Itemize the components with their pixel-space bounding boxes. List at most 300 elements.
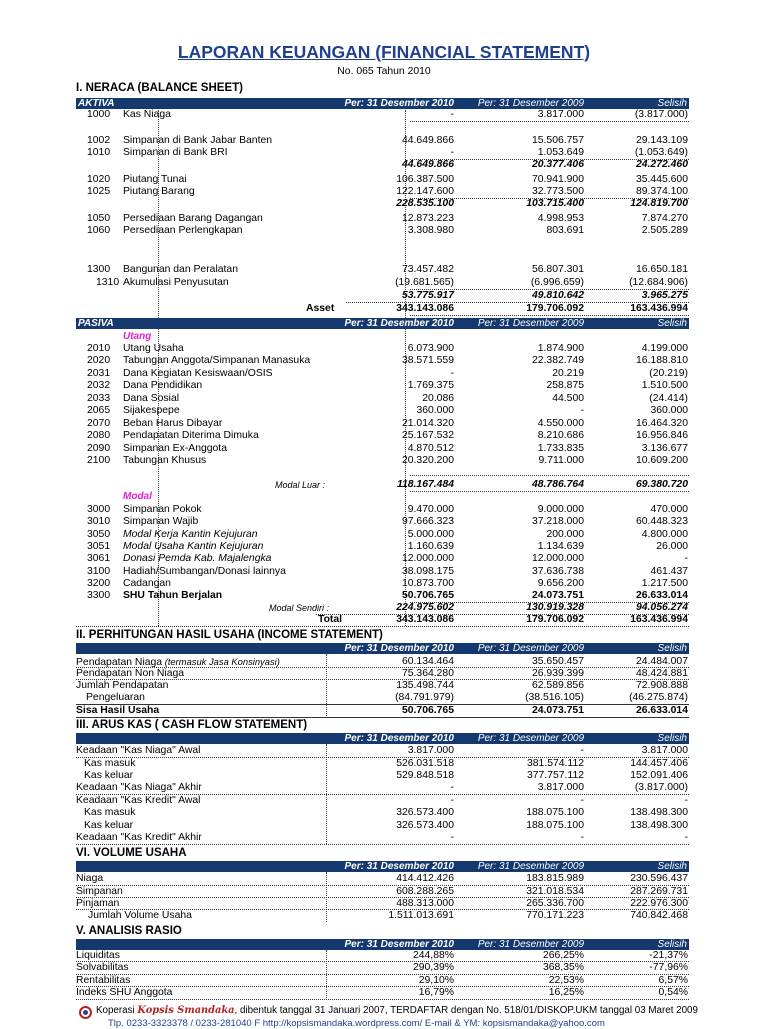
header-col-selisih: Selisih — [657, 318, 687, 329]
value-2009: 188.075.100 — [526, 820, 584, 831]
row-label: Simpanan Ex-Anggota — [123, 443, 227, 454]
row-code: 2031 — [87, 368, 111, 379]
row-code: 1050 — [87, 213, 111, 224]
value-2009: 9.711.000 — [538, 455, 584, 466]
row-code: 2010 — [87, 343, 111, 354]
header-col-2009: Per: 31 Desember 2009 — [477, 98, 584, 109]
dotted-rule — [76, 909, 689, 910]
header-col-2010: Per: 31 Desember 2010 — [344, 861, 454, 872]
row-label: Indeks SHU Anggota — [76, 987, 173, 998]
dotted-rule — [316, 614, 689, 615]
dotted-rule — [346, 302, 689, 303]
table-row — [76, 343, 689, 355]
value-2009: 183.815.989 — [526, 873, 584, 884]
value-2010: 44.649.866 — [401, 135, 454, 146]
header-col-2009: Per: 31 Desember 2009 — [477, 939, 584, 950]
row-label: Liquiditas — [76, 950, 120, 961]
value-2009: 22.382.749 — [531, 355, 584, 366]
table-row — [76, 820, 689, 832]
row-label: Piutang Barang — [123, 186, 195, 197]
value-2010: 3.817.000 — [407, 745, 454, 756]
value-selisih: 230.596.437 — [630, 873, 688, 884]
group-label-modal: Modal — [123, 491, 152, 502]
value-2010: 135.498.744 — [396, 680, 454, 691]
table-row — [76, 455, 689, 467]
row-label: Modal Sendiri : — [269, 603, 330, 613]
dotted-rule — [76, 844, 689, 845]
row-label: Solvabilitas — [76, 962, 129, 973]
value-selisih: 740.842.468 — [630, 910, 688, 921]
value-2010: 5.000.000 — [407, 529, 454, 540]
value-2009: 266,25% — [542, 950, 584, 961]
row-code: 2020 — [87, 355, 111, 366]
dotted-rule — [76, 679, 689, 680]
value-2010: 106.387.500 — [396, 174, 454, 185]
footer-registration — [76, 1005, 696, 1016]
value-2009: 24.073.751 — [531, 590, 584, 601]
row-label: Dana Sosial — [123, 393, 180, 404]
header-col-2009: Per: 31 Desember 2009 — [477, 733, 584, 744]
value-selisih: 72.908.888 — [635, 680, 688, 691]
column-header-bar — [76, 939, 689, 950]
row-label: Kas keluar — [84, 770, 134, 781]
value-selisih: 16.464.320 — [635, 418, 688, 429]
value-2010: 118.167.484 — [396, 479, 454, 490]
value-selisih: 360.000 — [650, 405, 688, 416]
row-code: 3300 — [87, 590, 111, 601]
value-selisih: - — [684, 553, 688, 564]
footer-brand: Kopsis Smandaka — [137, 1005, 235, 1016]
row-code: 2033 — [87, 393, 111, 404]
value-2010: - — [450, 832, 454, 843]
value-selisih: 3.136.677 — [641, 443, 688, 454]
table-row — [76, 705, 689, 717]
table-row — [76, 186, 689, 198]
value-2009: 377.757.112 — [526, 770, 584, 781]
dotted-rule — [76, 667, 689, 668]
value-2010: 326.573.400 — [396, 820, 454, 831]
solid-rule — [76, 717, 689, 718]
row-label: Cadangan — [123, 578, 171, 589]
row-label: Keadaan "Kas Kredit" Akhir — [76, 832, 202, 843]
value-selisih: 60.448.323 — [635, 516, 688, 527]
row-label: Dana Kegiatan Kesiswaan/OSIS — [123, 368, 273, 379]
value-2010: - — [450, 782, 454, 793]
value-2009: 16,25% — [548, 987, 584, 998]
row-label: Total — [318, 614, 343, 625]
value-2009: 35.650.457 — [531, 656, 584, 667]
value-2010: (19.681.565) — [395, 277, 454, 288]
value-2009: 3.817.000 — [537, 109, 584, 120]
value-2010: 488.313.000 — [396, 898, 454, 909]
value-2009: 1.134.639 — [537, 541, 584, 552]
value-2010: 529.848.518 — [396, 770, 454, 781]
row-code: 2090 — [87, 443, 111, 454]
value-selisih: 29.143.109 — [635, 135, 688, 146]
page-title: LAPORAN KEUANGAN (FINANCIAL STATEMENT) — [177, 42, 591, 62]
value-2009: 803.691 — [546, 225, 584, 236]
row-code: 3061 — [87, 553, 111, 564]
header-col-selisih: Selisih — [657, 939, 687, 950]
value-selisih: 4.800.000 — [641, 529, 688, 540]
value-2009: 26.939.399 — [531, 668, 584, 679]
value-2009: 368,35% — [542, 962, 584, 973]
table-row — [76, 529, 689, 541]
value-2009: 1.733.835 — [537, 443, 584, 454]
section-title: II. PERHITUNGAN HASIL USAHA (INCOME STATEMENT) — [76, 629, 383, 641]
value-2009: 62.589.856 — [531, 680, 584, 691]
column-header-bar — [76, 733, 689, 744]
table-row — [76, 795, 689, 807]
value-selisih: (3.817.000) — [634, 109, 688, 120]
value-2009: (38.516.105) — [525, 692, 584, 703]
row-code: 3200 — [87, 578, 111, 589]
value-2009: 56.807.301 — [531, 264, 584, 275]
dotted-rule — [76, 757, 689, 758]
value-selisih: 1.510.500 — [641, 380, 688, 391]
value-2009: - — [580, 832, 584, 843]
table-row — [76, 355, 689, 367]
value-2010: 21.014.320 — [401, 418, 454, 429]
value-2010: - — [450, 109, 454, 120]
row-label: Kas keluar — [84, 820, 134, 831]
row-label: Hadiah/Sumbangan/Donasi lainnya — [123, 566, 286, 577]
header-col-2010: Per: 31 Desember 2010 — [344, 733, 454, 744]
value-2009: 381.574.112 — [526, 758, 584, 769]
value-selisih: 124.819.700 — [630, 198, 688, 209]
footer-text: , dibentuk tanggal 31 Januari 2007, TERDAFTAR dengan No. 518/01/DISKOP.UKM tanggal 03 Maret 2009 — [234, 1005, 698, 1016]
value-2009: 258.875 — [546, 380, 584, 391]
row-code: 3010 — [87, 516, 111, 527]
row-label: Kas masuk — [84, 807, 136, 818]
header-col-2009: Per: 31 Desember 2009 — [477, 318, 584, 329]
row-label: Donasi Pemda Kab. Majalengka — [123, 553, 272, 564]
value-2010: 44.649.866 — [401, 159, 454, 170]
value-selisih: (24.414) — [649, 393, 688, 404]
value-2010: 97.666.323 — [401, 516, 454, 527]
value-selisih: 16.956.846 — [635, 430, 688, 441]
dotted-rule — [410, 315, 689, 316]
row-code: 3100 — [87, 566, 111, 577]
row-code: 1010 — [87, 147, 111, 158]
value-selisih: 26.000 — [656, 541, 688, 552]
value-selisih: 35.445.600 — [635, 174, 688, 185]
value-selisih: 3.965.275 — [641, 290, 688, 301]
value-selisih: 287.269.731 — [630, 886, 688, 897]
value-2010: 608.288.265 — [396, 886, 454, 897]
row-code: 2100 — [87, 455, 111, 466]
row-label: Dana Pendidikan — [123, 380, 203, 391]
value-2009: 200.000 — [546, 529, 584, 540]
row-label: Keadaan "Kas Niaga" Awal — [76, 745, 201, 756]
row-code: 1002 — [87, 135, 111, 146]
value-2010: 10.873.700 — [401, 578, 454, 589]
table-row — [76, 578, 689, 590]
table-row — [76, 602, 689, 614]
value-selisih: 152.091.406 — [630, 770, 688, 781]
table-row — [76, 758, 689, 770]
value-2009: 24.073.751 — [531, 705, 584, 716]
row-label: Pengeluaran — [86, 692, 145, 703]
row-code: 3000 — [87, 504, 111, 515]
value-2009: (6.996.659) — [530, 277, 584, 288]
value-2010: - — [450, 368, 454, 379]
value-selisih: 144.457.406 — [630, 758, 688, 769]
value-2010: 343.143.086 — [396, 614, 454, 625]
value-2010: 25.167.532 — [401, 430, 454, 441]
header-col-2010: Per: 31 Desember 2010 — [344, 939, 454, 950]
value-2010: 1.511.013.691 — [388, 910, 454, 921]
table-row — [76, 680, 689, 692]
row-label: Tabungan Khusus — [123, 455, 207, 466]
value-2009: 4.550.000 — [537, 418, 584, 429]
value-selisih: 461.437 — [650, 566, 688, 577]
value-2009: 37.218.000 — [531, 516, 584, 527]
value-2010: 73.457.482 — [401, 264, 454, 275]
row-code: 1310 — [96, 277, 120, 288]
value-selisih: 1.217.500 — [641, 578, 688, 589]
value-2009: - — [580, 795, 584, 806]
value-2010: 60.134.464 — [401, 656, 454, 667]
dotted-rule — [410, 602, 689, 603]
value-2009: 15.506.757 — [531, 135, 584, 146]
value-2010: 228.535.100 — [396, 198, 454, 209]
page-subtitle: No. 065 Tahun 2010 — [337, 66, 431, 77]
table-row — [76, 692, 689, 704]
value-2010: 12.873.223 — [401, 213, 454, 224]
dotted-rule — [410, 491, 689, 492]
table-row — [76, 541, 689, 553]
value-selisih: 470.000 — [650, 504, 688, 515]
row-label: Kas masuk — [84, 758, 136, 769]
header-col-selisih: Selisih — [657, 98, 687, 109]
value-selisih: 222.976.300 — [630, 898, 688, 909]
dotted-rule — [76, 999, 689, 1000]
header-col-2010: Per: 31 Desember 2010 — [344, 98, 454, 109]
column-header-bar — [76, 318, 689, 329]
row-label: Bangunan dan Peralatan — [123, 264, 238, 275]
value-selisih: 4.199.000 — [641, 343, 688, 354]
table-row — [76, 198, 689, 210]
table-row — [76, 290, 689, 302]
table-row — [76, 213, 689, 225]
table-row — [76, 380, 689, 392]
value-selisih: - — [684, 795, 688, 806]
value-2010: 290,39% — [412, 962, 454, 973]
row-code: 3050 — [87, 529, 111, 540]
value-2009: 8.210.686 — [537, 430, 584, 441]
value-selisih: -21,37% — [649, 950, 688, 961]
table-row — [76, 745, 689, 757]
value-2009: 1.053.649 — [537, 147, 584, 158]
value-2009: 44.500 — [552, 393, 584, 404]
value-selisih: 7.874.270 — [641, 213, 688, 224]
solid-rule — [76, 704, 689, 705]
value-selisih: (12.684.906) — [629, 277, 688, 288]
row-label: Persediaan Perlengkapan — [123, 225, 243, 236]
value-2010: 244,88% — [412, 950, 454, 961]
row-code: 1000 — [87, 109, 111, 120]
table-row — [76, 443, 689, 455]
table-row — [76, 873, 689, 885]
row-label: Simpanan di Bank Jabar Banten — [123, 135, 273, 146]
value-2009: 9.000.000 — [537, 504, 584, 515]
value-selisih: 26.633.014 — [635, 590, 688, 601]
value-selisih: 16.188.810 — [635, 355, 688, 366]
header-group-label: AKTIVA — [78, 98, 115, 109]
table-row — [76, 590, 689, 602]
dotted-rule — [76, 986, 689, 987]
table-row — [76, 264, 689, 276]
value-selisih: (46.275.874) — [629, 692, 688, 703]
row-label: Keadaan "Kas Kredit" Awal — [76, 795, 201, 806]
value-2009: 32.773.500 — [531, 186, 584, 197]
value-2009: 37.636.738 — [531, 566, 584, 577]
row-label: Modal Kerja Kantin Kejujuran — [123, 529, 258, 540]
header-col-2009: Per: 31 Desember 2009 — [477, 861, 584, 872]
row-code: 1300 — [87, 264, 111, 275]
table-row — [76, 987, 689, 999]
value-2009: 130.919.328 — [526, 602, 584, 613]
value-2009: 48.786.764 — [531, 479, 584, 490]
table-row — [76, 418, 689, 430]
value-2010: 122.147.600 — [396, 186, 454, 197]
value-2010: 20.086 — [422, 393, 454, 404]
value-2009: 3.817.000 — [537, 782, 584, 793]
value-2010: 50.706.765 — [401, 705, 454, 716]
row-label: Modal Usaha Kantin Kejujuran — [123, 541, 264, 552]
row-label: Rentabilitas — [76, 975, 131, 986]
value-2009: 179.706.092 — [526, 614, 584, 625]
row-label: Keadaan "Kas Niaga" Akhir — [76, 782, 202, 793]
header-col-selisih: Selisih — [657, 861, 687, 872]
value-selisih: - — [684, 832, 688, 843]
value-2009: 20.219 — [552, 368, 584, 379]
value-2009: 22,53% — [548, 975, 584, 986]
value-2010: 326.573.400 — [396, 807, 454, 818]
value-selisih: 10.609.200 — [635, 455, 688, 466]
value-2009: 4.998.953 — [537, 213, 584, 224]
value-2009: 12.000.000 — [531, 553, 584, 564]
column-header-bar — [76, 643, 689, 654]
value-selisih: 163.436.994 — [630, 614, 688, 625]
dotted-rule — [410, 198, 689, 199]
row-label: Tabungan Anggota/Simpanan Manasuka — [123, 355, 311, 366]
value-selisih: 94.056.274 — [635, 602, 688, 613]
dotted-rule — [76, 626, 689, 627]
dotted-rule — [76, 897, 689, 898]
value-2010: 53.775.917 — [401, 290, 454, 301]
dotted-rule — [76, 974, 689, 975]
value-2010: 20.320.200 — [401, 455, 454, 466]
row-label: SHU Tahun Berjalan — [123, 590, 223, 601]
value-selisih: -77,96% — [649, 962, 688, 973]
value-selisih: (3.817.000) — [634, 782, 688, 793]
table-row — [76, 782, 689, 794]
row-label: Simpanan — [76, 886, 123, 897]
value-2010: 1.160.639 — [407, 541, 454, 552]
row-note: (termasuk Jasa Konsinyasi) — [162, 656, 280, 667]
row-label: Modal Luar : — [275, 480, 326, 490]
value-selisih: 138.498.300 — [630, 807, 688, 818]
row-label: Simpanan Pokok — [123, 504, 202, 515]
row-label: Pendapatan Diterima Dimuka — [123, 430, 259, 441]
row-label: Simpanan Wajib — [123, 516, 199, 527]
row-label: Jumlah Pendapatan — [76, 680, 169, 691]
header-col-selisih: Selisih — [657, 643, 687, 654]
value-2009: 770.171.223 — [526, 910, 584, 921]
dotted-rule — [76, 885, 689, 886]
value-2010: 75.364.280 — [401, 668, 454, 679]
row-label: Utang Usaha — [123, 343, 184, 354]
header-group-label: PASIVA — [78, 318, 114, 329]
dotted-rule — [76, 961, 689, 962]
row-label: Pinjaman — [76, 898, 120, 909]
value-2010: 4.870.512 — [407, 443, 454, 454]
table-row — [76, 516, 689, 528]
value-2010: 3.308.980 — [407, 225, 454, 236]
table-row — [76, 807, 689, 819]
section-title: I. NERACA (BALANCE SHEET) — [76, 82, 243, 94]
table-row — [76, 962, 689, 974]
table-row — [76, 832, 689, 844]
value-2009: 179.706.092 — [526, 303, 584, 314]
table-row — [76, 566, 689, 578]
header-col-2010: Per: 31 Desember 2010 — [344, 318, 454, 329]
row-label: Asset — [306, 303, 335, 314]
value-2009: 49.810.642 — [531, 290, 584, 301]
value-2010: - — [450, 795, 454, 806]
table-row — [76, 159, 689, 171]
table-row — [76, 614, 689, 626]
table-row — [76, 109, 689, 121]
value-selisih: 138.498.300 — [630, 820, 688, 831]
row-label: Jumlah Volume Usaha — [88, 910, 192, 921]
value-2010: (84.791.979) — [395, 692, 454, 703]
row-label: Persediaan Barang Dagangan — [123, 213, 263, 224]
table-row — [76, 553, 689, 565]
value-2010: 1.769.375 — [407, 380, 454, 391]
value-2010: 12.000.000 — [401, 553, 454, 564]
value-2010: 343.143.086 — [396, 303, 454, 314]
row-label: Niaga — [76, 873, 104, 884]
row-label: Kas Niaga — [123, 109, 171, 120]
value-2009: 265.336.700 — [526, 898, 584, 909]
dotted-rule — [410, 159, 689, 160]
row-label: Simpanan di Bank BRI — [123, 147, 228, 158]
row-label: Pendapatan Niaga (termasuk Jasa Konsinyasi) — [76, 656, 280, 668]
section-title: III. ARUS KAS ( CASH FLOW STATEMENT) — [76, 719, 308, 731]
value-2009: - — [580, 405, 584, 416]
value-selisih: 24.484.007 — [635, 656, 688, 667]
table-row — [76, 504, 689, 516]
column-header-bar — [76, 861, 689, 872]
table-row — [76, 770, 689, 782]
value-2009: 188.075.100 — [526, 807, 584, 818]
row-label: Beban Harus Dibayar — [123, 418, 223, 429]
table-row — [76, 277, 689, 289]
value-selisih: 69.380.720 — [635, 479, 688, 490]
row-label: Piutang Tunai — [123, 174, 187, 185]
value-selisih: 26.633.014 — [635, 705, 688, 716]
value-selisih: 16.650.181 — [635, 264, 688, 275]
dotted-rule — [76, 794, 689, 795]
row-code: 1060 — [87, 225, 111, 236]
row-code: 2032 — [87, 380, 111, 391]
value-selisih: 3.817.000 — [641, 745, 688, 756]
row-label: Sisa Hasil Usaha — [76, 705, 160, 716]
row-label: Akumulasi Penyusutan — [123, 277, 229, 288]
